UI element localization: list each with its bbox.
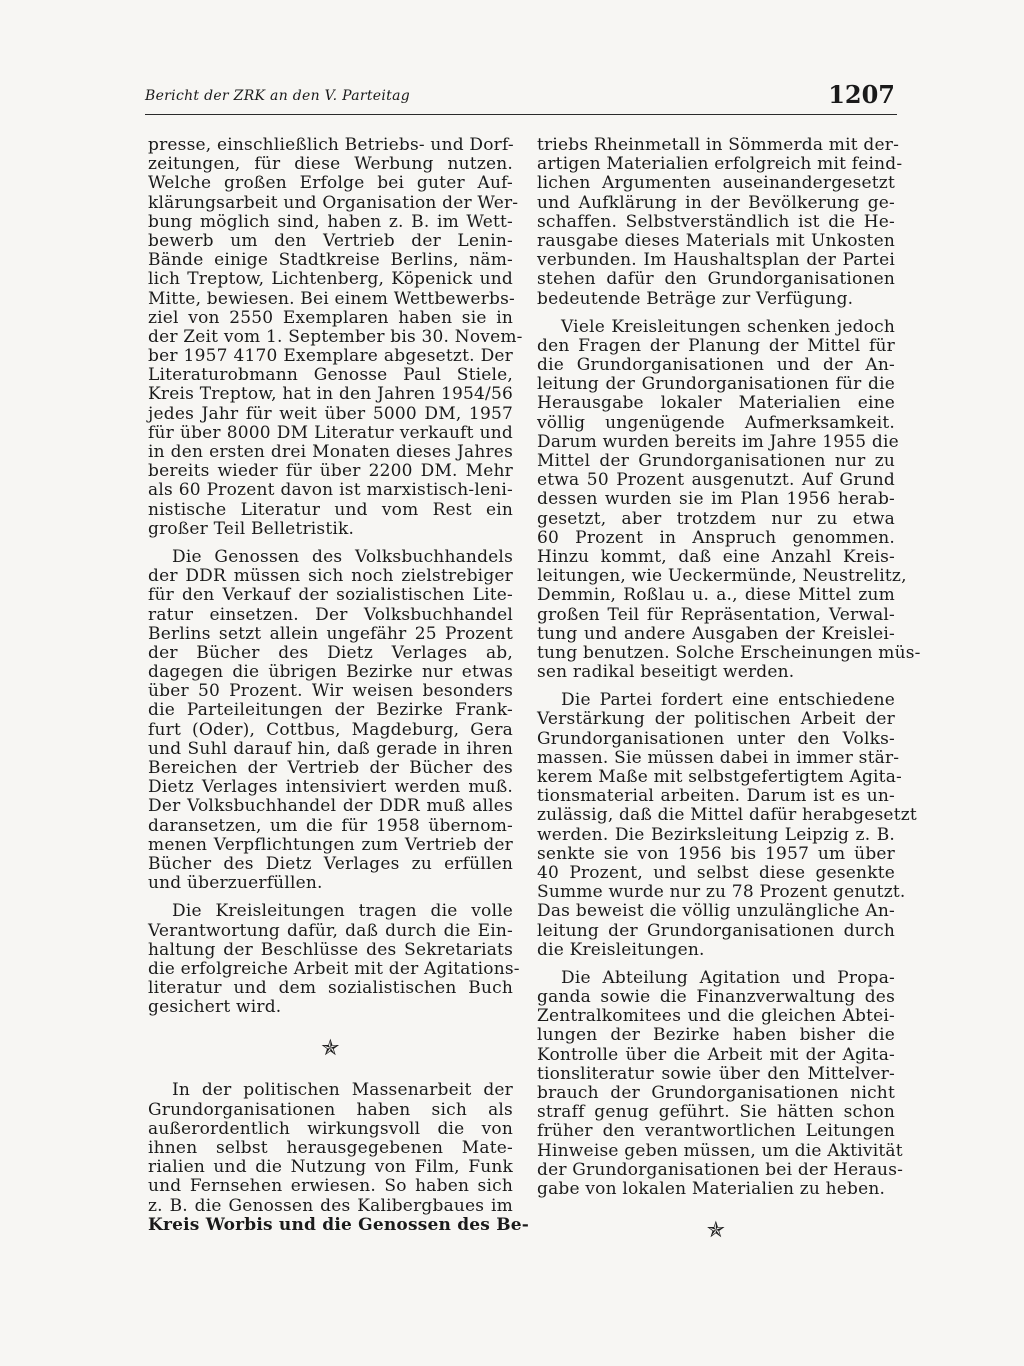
- text-line: Welche großen Erfolge bei guter Auf-: [148, 173, 513, 194]
- text-line: ganda sowie die Finanzverwaltung des: [537, 987, 895, 1008]
- text-line: Hinweise geben müssen, um die Aktivität: [537, 1140, 903, 1161]
- text-line: der Zeit vom 1. September bis 30. Novem-: [148, 326, 523, 347]
- text-line: bereits wieder für über 2200 DM. Mehr: [148, 461, 513, 482]
- text-line: 40 Prozent, und selbst diese gesenkte: [537, 862, 895, 883]
- text-line: leitung der Grundorganisationen für die: [537, 374, 895, 395]
- text-line: früher den verantwortlichen Leitungen: [537, 1121, 895, 1142]
- text-line: tung und andere Ausgaben der Kreislei-: [537, 623, 895, 644]
- left-column: [148, 135, 530, 1235]
- text-line: daransetzen, um die für 1958 übernom-: [148, 815, 513, 836]
- text-line: rausgabe dieses Materials mit Unkosten: [537, 230, 895, 251]
- text-line: außerordentlich wirkungsvoll die von: [148, 1118, 513, 1139]
- text-line: der DDR müssen sich noch zielstrebiger: [148, 566, 513, 587]
- text-line: Die Partei fordert eine entschiedene: [561, 690, 895, 711]
- text-line: dessen wurden sie im Plan 1956 herab-: [537, 489, 895, 510]
- paragraph: [537, 967, 904, 1199]
- text-line: Viele Kreisleitungen schenken jedoch: [561, 316, 895, 337]
- text-line: Verstärkung der politischen Arbeit der: [537, 709, 895, 730]
- text-line: presse, einschließlich Betriebs- und Dorf-: [148, 135, 514, 155]
- text-line: Berlins setzt allein ungefähr 25 Prozent: [148, 623, 513, 644]
- text-line: Mittel der Grundorganisationen nur zu: [537, 451, 895, 471]
- text-line: die Parteileitungen der Bezirke Frank-: [148, 700, 513, 721]
- text-line: ber 1957 4170 Exemplare abgesetzt. Der: [148, 346, 513, 367]
- text-line: ihnen selbst herausgegebenen Mate-: [148, 1138, 513, 1158]
- text-line: gesetzt, aber trotzdem nur zu etwa: [537, 508, 895, 529]
- text-line: die Kreisleitungen.: [537, 939, 705, 960]
- text-line: klärungsarbeit und Organisation der Wer-: [148, 192, 519, 213]
- text-line: verbunden. Im Haushaltsplan der Partei: [537, 250, 895, 271]
- header-rule: [145, 114, 897, 115]
- text-line: der Grundorganisationen bei der Heraus-: [537, 1159, 904, 1180]
- text-line: bewerb um den Vertrieb der Lenin-: [148, 230, 513, 251]
- paragraph: [148, 901, 520, 1018]
- text-line: dagegen die übrigen Bezirke nur etwas: [148, 662, 513, 683]
- text-line: Die Kreisleitungen tragen die volle: [172, 901, 513, 922]
- text-line: den Fragen der Planung der Mittel für: [537, 335, 895, 356]
- text-line: lich Treptow, Lichtenberg, Köpenick und: [148, 269, 513, 290]
- text-line: gabe von lokalen Materialien zu heben.: [537, 1178, 886, 1199]
- text-line: 60 Prozent in Anspruch genommen.: [537, 527, 895, 548]
- text-line: Hinzu kommt, daß eine Anzahl Kreis-: [537, 546, 895, 567]
- text-line: Zentralkomitees und die gleichen Abtei-: [537, 1006, 895, 1027]
- text-line: literatur und dem sozialistischen Buch: [148, 978, 513, 999]
- text-line: der Bücher des Dietz Verlages ab,: [148, 642, 513, 663]
- text-line: nistische Literatur und vom Rest ein: [148, 499, 513, 520]
- text-line: Demmin, Roßlau u. a., diese Mittel zum: [537, 585, 895, 606]
- text-line: senkte sie von 1956 bis 1957 um über: [537, 843, 895, 864]
- star-ornament-icon: ✯: [706, 1218, 726, 1244]
- text-line: haltung der Beschlüsse des Sekretariats: [148, 939, 513, 960]
- paragraph: [148, 548, 513, 893]
- running-title: Bericht der ZRK an den V. Parteitag: [145, 88, 410, 104]
- text-line: sen radikal beseitigt werden.: [537, 662, 795, 683]
- text-line: und überzuerfüllen.: [148, 873, 323, 894]
- text-line: die Grundorganisationen und der An-: [537, 355, 895, 376]
- text-line: z. B. die Genossen des Kalibergbaues im: [148, 1195, 513, 1216]
- text-line: Grundorganisationen unter den Volks-: [537, 728, 895, 749]
- text-line: furt (Oder), Cottbus, Magdeburg, Gera: [148, 719, 513, 740]
- text-line: Das beweist die völlig unzulängliche An-: [537, 901, 895, 922]
- text-line: ziel von 2550 Exemplaren haben sie in: [148, 307, 513, 328]
- text-line: werden. Die Bezirksleitung Leipzig z. B.: [537, 824, 895, 845]
- text-line: In der politischen Massenarbeit der: [172, 1080, 513, 1101]
- text-line: Die Genossen des Volksbuchhandels: [172, 546, 513, 567]
- text-line: über 50 Prozent. Wir weisen besonders: [148, 681, 513, 702]
- text-line: für den Verkauf der sozialistischen Lite-: [148, 585, 513, 606]
- text-line: Dietz Verlages intensiviert werden muß.: [148, 777, 513, 798]
- text-line: großen Teil für Repräsentation, Verwal-: [537, 604, 895, 625]
- text-line: kerem Maße mit selbstgefertigtem Agita-: [537, 767, 902, 787]
- paragraph: [537, 316, 921, 683]
- text-line: Mitte, bewiesen. Bei einem Wettbewerbs-: [148, 288, 515, 309]
- text-line: ratur einsetzen. Der Volksbuchhandel: [148, 604, 513, 625]
- page-number: 1207: [828, 80, 895, 109]
- text-line: Bereichen der Vertrieb der Bücher des: [148, 758, 513, 778]
- text-line: Bücher des Dietz Verlages zu erfüllen: [148, 853, 513, 874]
- text-line: tionsmaterial arbeiten. Darum ist es un-: [537, 786, 895, 807]
- paragraph: [148, 135, 523, 539]
- text-line: als 60 Prozent davon ist marxistisch-leni-: [148, 480, 513, 501]
- text-line: triebs Rheinmetall in Sömmerda mit der-: [537, 135, 900, 155]
- text-line: Der Volksbuchhandel der DDR muß alles: [148, 796, 513, 817]
- text-line: artigen Materialien erfolgreich mit feind-: [537, 154, 903, 175]
- text-line: lichen Argumenten auseinandergesetzt: [537, 173, 895, 194]
- text-line: Darum wurden bereits im Jahre 1955 die: [537, 431, 899, 452]
- text-line: Kreis Treptow, hat in den Jahren 1954/56: [148, 384, 513, 405]
- text-line: stehen dafür den Grundorganisationen: [537, 269, 895, 290]
- text-line: und Fernsehen erwiesen. So haben sich: [148, 1176, 513, 1197]
- page-header: [145, 80, 895, 118]
- text-line: brauch der Grundorganisationen nicht: [537, 1083, 895, 1103]
- paragraph: [537, 690, 917, 960]
- text-line: die erfolgreiche Arbeit mit der Agitations-: [148, 958, 520, 979]
- text-line: jedes Jahr für weit über 5000 DM, 1957: [148, 403, 513, 424]
- star-ornament-icon: ✯: [321, 1036, 340, 1062]
- text-line: und Suhl darauf hin, daß gerade in ihren: [148, 738, 513, 759]
- text-line: Die Abteilung Agitation und Propa-: [561, 967, 895, 988]
- text-line: Kontrolle über die Arbeit mit der Agita-: [537, 1044, 895, 1065]
- text-line: Kreis Worbis und die Genossen des Be-: [148, 1214, 530, 1235]
- text-line: zeitungen, für diese Werbung nutzen.: [148, 154, 513, 175]
- text-line: schaffen. Selbstverständlich ist die He-: [537, 211, 895, 232]
- text-line: Verantwortung dafür, daß durch die Ein-: [148, 920, 513, 941]
- text-line: in den ersten drei Monaten dieses Jahres: [148, 442, 513, 462]
- text-line: lungen der Bezirke haben bisher die: [537, 1025, 895, 1046]
- paragraph: [148, 1081, 513, 1215]
- text-line: für über 8000 DM Literatur verkauft und: [148, 422, 513, 443]
- right-column: [537, 135, 921, 1251]
- text-line: leitungen, wie Ueckermünde, Neustrelitz,: [537, 566, 907, 587]
- paragraph: [537, 135, 903, 309]
- text-line: Summe wurde nur zu 78 Prozent genutzt.: [537, 882, 906, 903]
- text-line: und Aufklärung in der Bevölkerung ge-: [537, 192, 895, 213]
- text-line: straff genug geführt. Sie hätten schon: [537, 1102, 895, 1123]
- text-line: großer Teil Belletristik.: [148, 518, 355, 539]
- text-line: bung möglich sind, haben z. B. im Wett-: [148, 211, 513, 232]
- text-line: Bände einige Stadtkreise Berlins, näm-: [148, 250, 513, 271]
- text-line: Literaturobmann Genosse Paul Stiele,: [148, 365, 513, 386]
- text-line: Grundorganisationen haben sich als: [148, 1099, 513, 1120]
- text-line: Herausgabe lokaler Materialien eine: [537, 393, 895, 414]
- text-line: menen Verpflichtungen zum Vertrieb der: [148, 834, 513, 855]
- text-line: tung benutzen. Solche Erscheinungen müs-: [537, 642, 921, 663]
- text-line: völlig ungenügende Aufmerksamkeit.: [537, 412, 895, 433]
- text-line: zulässig, daß die Mittel dafür herabgesetzt: [537, 805, 917, 826]
- text-line: tionsliteratur sowie über den Mittelver-: [537, 1063, 895, 1084]
- text-line: etwa 50 Prozent ausgenutzt. Auf Grund: [537, 470, 895, 491]
- text-line: gesichert wird.: [148, 997, 282, 1018]
- text-line: massen. Sie müssen dabei in immer stär-: [537, 747, 900, 768]
- text-line: rialien und die Nutzung von Film, Funk: [148, 1157, 513, 1178]
- text-line: bedeutende Beträge zur Verfügung.: [537, 288, 854, 309]
- text-line: leitung der Grundorganisationen durch: [537, 920, 895, 941]
